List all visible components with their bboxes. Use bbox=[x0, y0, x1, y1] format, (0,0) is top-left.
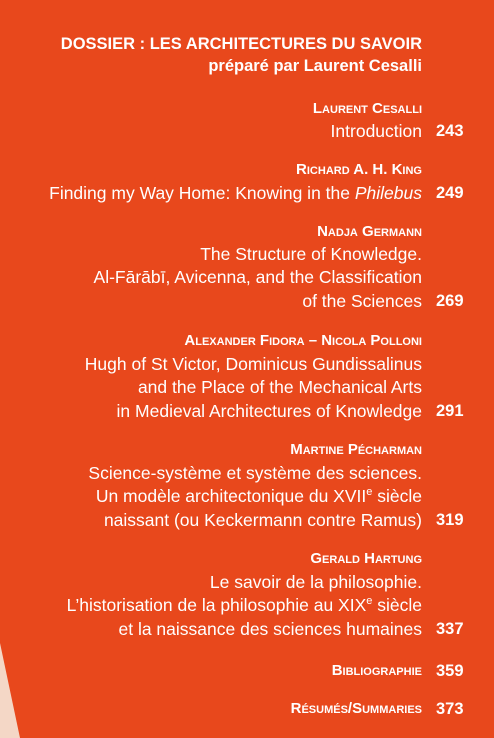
dossier-editor: préparé par Laurent Cesalli bbox=[208, 57, 422, 75]
toc-page-number: 269 bbox=[436, 292, 464, 310]
toc-page-number: 291 bbox=[436, 402, 464, 420]
toc-title-line[interactable]: Al-Fārābī, Avicenna, and the Classification bbox=[93, 267, 422, 287]
toc-author: Gerald Hartung bbox=[310, 550, 422, 567]
toc-title-line[interactable]: Hugh of St Victor, Dominicus Gundissalinus bbox=[84, 354, 422, 374]
toc-title-line[interactable] bbox=[0, 182, 422, 204]
toc-author: Laurent Cesalli bbox=[312, 100, 422, 117]
toc-title-text: siècle bbox=[372, 595, 422, 615]
toc-title-line[interactable]: naissant (ou Keckermann contre Ramus) bbox=[103, 510, 422, 530]
toc-page-number: 243 bbox=[436, 122, 464, 140]
toc-author: Richard A. H. King bbox=[296, 161, 422, 178]
toc-title-italic: Philebus bbox=[354, 183, 422, 203]
toc-author: Nadja Germann bbox=[317, 223, 422, 240]
toc-title-text: Finding my Way Home: Knowing in the bbox=[49, 183, 355, 203]
toc-title-line[interactable]: in Medieval Architectures of Knowledge bbox=[116, 401, 422, 421]
toc-title-text: Un modèle architectonique du XVII bbox=[95, 486, 367, 506]
toc-title-line[interactable]: The Structure of Knowledge. bbox=[200, 244, 422, 264]
toc-title-line[interactable] bbox=[0, 594, 422, 616]
toc-author: Martine Pécharman bbox=[290, 441, 422, 458]
toc-bibliography[interactable]: Bibliographie bbox=[331, 662, 422, 679]
toc-title-line[interactable]: and the Place of the Mechanical Arts bbox=[137, 377, 422, 397]
toc-title-line[interactable]: Science-système et système des sciences. bbox=[88, 463, 422, 483]
toc-title-line[interactable]: Introduction bbox=[330, 121, 422, 141]
toc-page-number: 373 bbox=[436, 700, 464, 718]
toc-superscript: e bbox=[366, 486, 373, 498]
toc-page-number: 249 bbox=[436, 184, 464, 202]
toc-summaries[interactable]: Résumés/Summaries bbox=[290, 700, 422, 717]
toc-author: Alexander Fidora – Nicola Polloni bbox=[184, 332, 422, 349]
toc-title-line[interactable]: et la naissance des sciences humaines bbox=[118, 619, 422, 639]
toc-title-line[interactable] bbox=[0, 485, 422, 507]
toc-title-line[interactable]: of the Sciences bbox=[302, 291, 422, 311]
toc-page-number: 359 bbox=[436, 662, 464, 680]
dossier-title: DOSSIER : LES ARCHITECTURES DU SAVOIR bbox=[60, 35, 422, 53]
toc-page-number: 337 bbox=[436, 620, 464, 638]
toc-title-line[interactable]: Le savoir de la philosophie. bbox=[209, 572, 422, 592]
toc-page-number: 319 bbox=[436, 511, 464, 529]
toc-title-text: siècle bbox=[372, 486, 422, 506]
toc-superscript: e bbox=[366, 595, 373, 607]
toc-title-text: L’historisation de la philosophie au XIX bbox=[66, 595, 367, 615]
